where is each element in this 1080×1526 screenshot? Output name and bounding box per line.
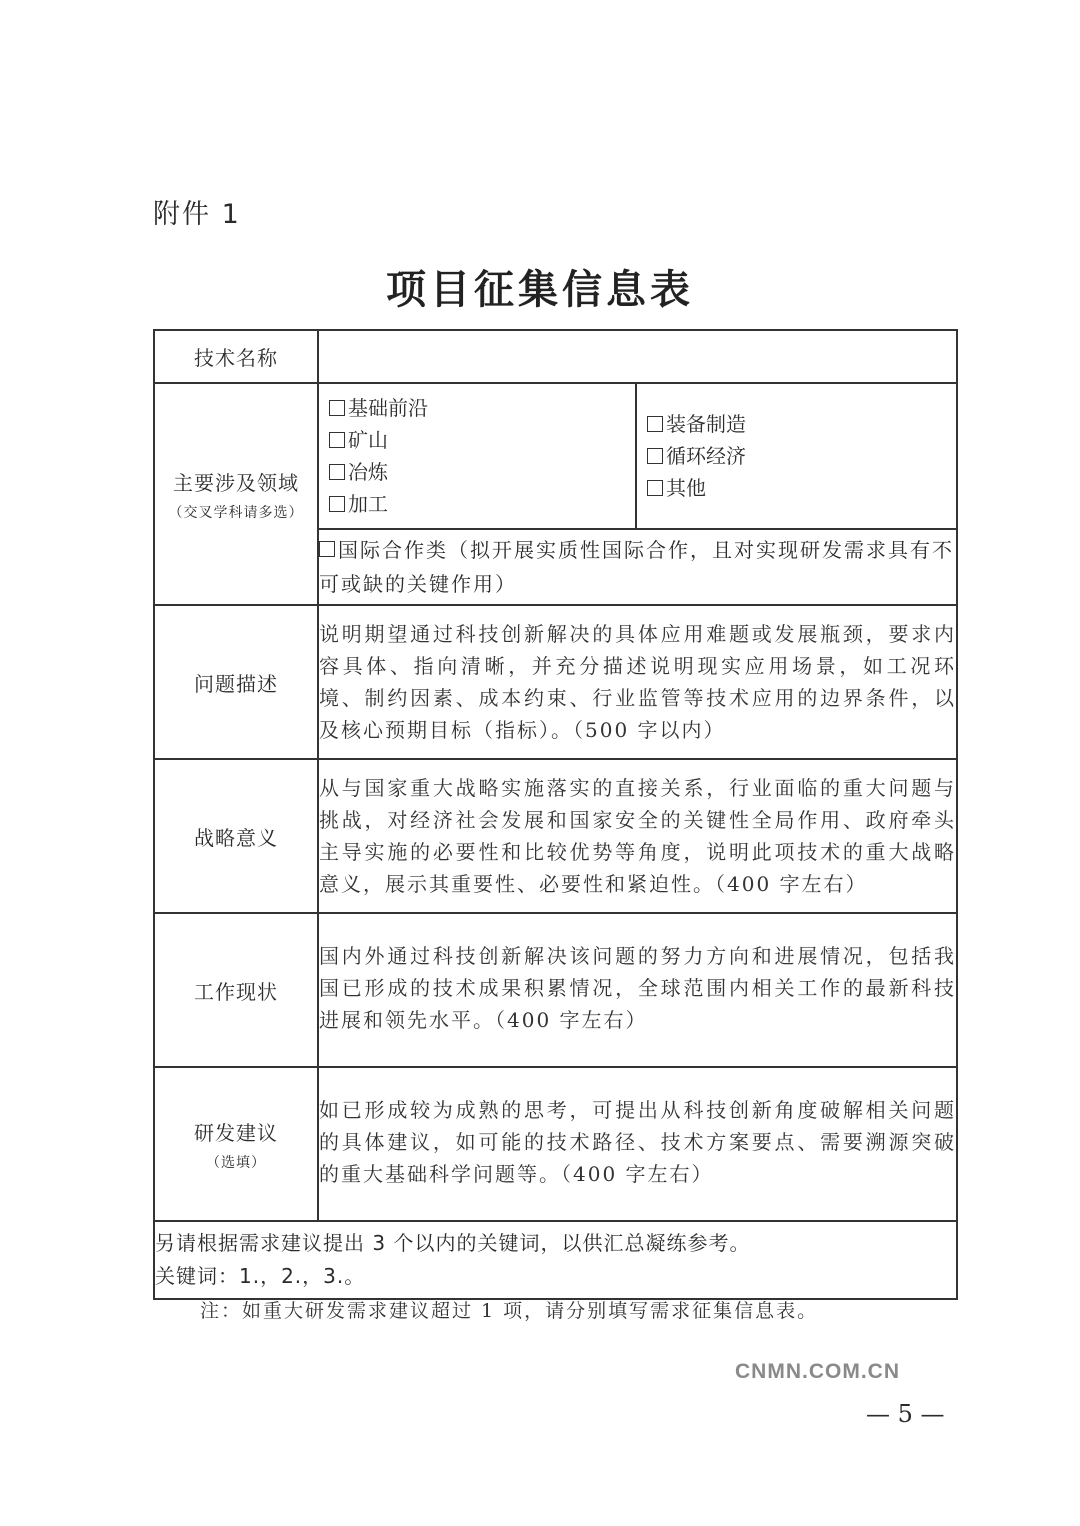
strategy-text[interactable]: 从与国家重大战略实施落实的直接关系，行业面临的重大问题与挑战，对经济社会发展和国家安全的关键性全局作用、政府牵头主导实施的必要性和比较优势等角度，说明此项技术的重大战略意义，展示其重要性、必要性和紧迫性。（400 字左右） bbox=[318, 759, 957, 913]
page-number: — 5 — bbox=[866, 1400, 945, 1428]
domains-label: 主要涉及领域 bbox=[173, 470, 299, 495]
project-info-table bbox=[153, 329, 958, 1300]
keywords-cell[interactable] bbox=[154, 1221, 957, 1299]
suggestion-label: 研发建议 bbox=[194, 1120, 278, 1145]
domains-options-cell bbox=[318, 383, 957, 529]
tech-name-label: 技术名称 bbox=[154, 330, 318, 383]
option-basic-frontier[interactable]: 基础前沿 bbox=[329, 392, 625, 424]
option-circular-economy[interactable]: 循环经济 bbox=[647, 440, 946, 472]
option-mining[interactable]: 矿山 bbox=[329, 424, 625, 456]
keywords-line: 关键词：1.，2.，3.。 bbox=[155, 1264, 366, 1288]
checkbox-icon[interactable] bbox=[647, 416, 663, 432]
suggestion-sublabel: （选填） bbox=[206, 1154, 266, 1171]
tech-name-field[interactable] bbox=[318, 330, 957, 383]
domains-right-column bbox=[637, 384, 956, 528]
row-status bbox=[154, 913, 957, 1067]
checkbox-icon[interactable] bbox=[329, 464, 345, 480]
row-suggestion bbox=[154, 1067, 957, 1221]
domains-left-column bbox=[319, 384, 637, 528]
checkbox-icon[interactable] bbox=[329, 496, 345, 512]
problem-label: 问题描述 bbox=[154, 605, 318, 759]
option-other[interactable]: 其他 bbox=[647, 472, 946, 504]
row-domains bbox=[154, 383, 957, 529]
row-keywords bbox=[154, 1221, 957, 1299]
option-international[interactable]: 国际合作类（拟开展实质性国际合作，且对实现研发需求具有不可或缺的关键作用） bbox=[318, 529, 957, 605]
keywords-instruction: 另请根据需求建议提出 3 个以内的关键词，以供汇总凝练参考。 bbox=[155, 1231, 751, 1255]
strategy-label: 战略意义 bbox=[154, 759, 318, 913]
status-text[interactable]: 国内外通过科技创新解决该问题的努力方向和进展情况，包括我国已形成的技术成果积累情况，全球范围内相关工作的最新科技进展和领先水平。（400 字左右） bbox=[318, 913, 957, 1067]
row-problem bbox=[154, 605, 957, 759]
checkbox-icon[interactable] bbox=[647, 448, 663, 464]
row-tech-name bbox=[154, 330, 957, 383]
checkbox-icon[interactable] bbox=[329, 400, 345, 416]
row-strategy bbox=[154, 759, 957, 913]
form-title: 项目征集信息表 bbox=[386, 266, 694, 313]
domains-sublabel: （交叉学科请多选） bbox=[168, 504, 304, 521]
footnote: 注：如重大研发需求建议超过 1 项，请分别填写需求征集信息表。 bbox=[200, 1300, 819, 1322]
watermark: CNMN.COM.CN bbox=[735, 1360, 900, 1383]
suggestion-label-cell bbox=[154, 1067, 318, 1221]
option-processing[interactable]: 加工 bbox=[329, 488, 625, 520]
option-smelting[interactable]: 冶炼 bbox=[329, 456, 625, 488]
checkbox-icon[interactable] bbox=[647, 480, 663, 496]
problem-text[interactable]: 说明期望通过科技创新解决的具体应用难题或发展瓶颈，要求内容具体、指向清晰，并充分描述说明现实应用场景，如工况环境、制约因素、成本约束、行业监管等技术应用的边界条件，以及核心预期目标（指标）。（500 字以内） bbox=[318, 605, 957, 759]
status-label: 工作现状 bbox=[154, 913, 318, 1067]
suggestion-text[interactable]: 如已形成较为成熟的思考，可提出从科技创新角度破解相关问题的具体建议，如可能的技术路径、技术方案要点、需要溯源突破的重大基础科学问题等。（400 字左右） bbox=[318, 1067, 957, 1221]
domains-label-cell bbox=[154, 383, 318, 605]
checkbox-icon[interactable] bbox=[319, 541, 335, 557]
option-equipment[interactable]: 装备制造 bbox=[647, 408, 946, 440]
checkbox-icon[interactable] bbox=[329, 432, 345, 448]
attachment-label: 附件 1 bbox=[153, 199, 241, 230]
